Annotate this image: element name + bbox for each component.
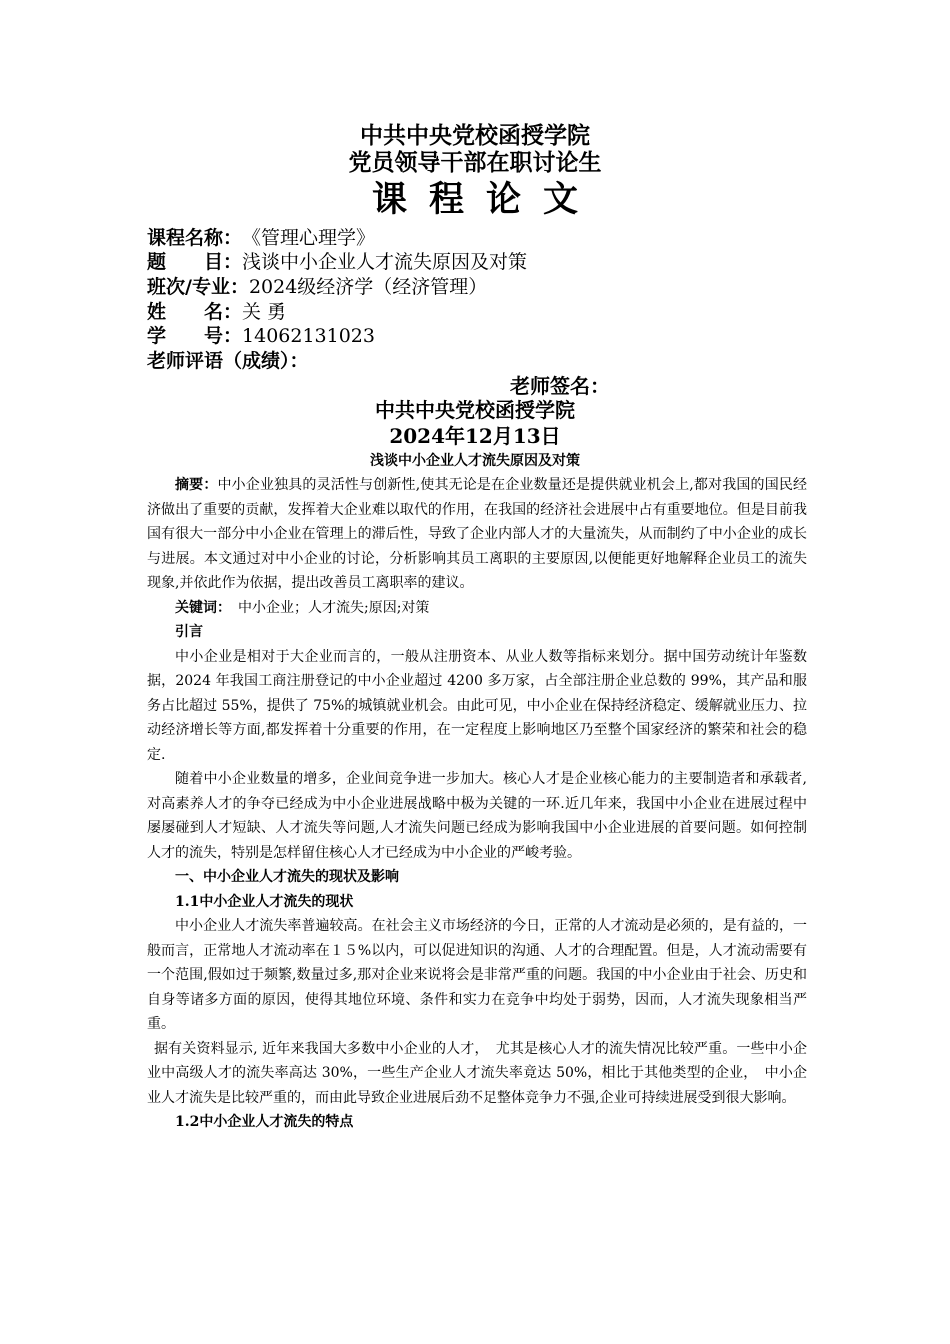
sign-date: 2024年12月13日: [389, 424, 561, 448]
section-1-1-paragraph-2: 据有关资料显示, 近年来我国大多数中小企业的人才， 尤其是核心人才的流失情况比较严重。一些中小企业中高级人才的流失率高达 30%，一些生产企业人才流失率竟达 50%，相比于其他类型的企业， 中小企业人才流失是比较严重的，而由此导致企业进展后劲不足整体竞争力不强,企业可持续进展受到很大影响。: [147, 1040, 807, 1106]
abstract-text: 中小企业独具的灵活性与创新性,使其无论是在企业数量还是提供就业机会上,都对我国的国民经济做出了重要的贡献，发挥着大企业难以取代的作用，在我国的经济社会进展中占有重要地位。但是目前我国有很大一部分中小企业在管理上的滞后性，导致了企业内部人才的大量流失，从而制约了中小企业的成长与进展。本文通过对中小企业的讨论，分析影响其员工离职的主要原因,以便能更好地解释企业员工的流失现象,并依此作为依据，提出改善员工离职率的建议。: [147, 477, 808, 591]
topic-label: 题 目：: [147, 251, 243, 273]
section-1-heading: 一、中小企业人才流失的现状及影响: [175, 869, 399, 885]
section-1-1-paragraph-1: 中小企业人才流失率普遍较高。在社会主义市场经济的今日，正常的人才流动是必须的，是有益的，一般而言，正常地人才流动率在１５%以内，可以促进知识的沟通、人才的合理配置。但是，人才流动需要有一个范围,假如过于频繁,数量过多,那对企业来说将会是非常严重的问题。我国的中小企业由于社会、历史和自身等诸多方面的原因，使得其地位环境、条件和实力在竞争中均处于弱势，因而，人才流失现象相当严重。: [147, 918, 807, 1032]
paper-body: [147, 473, 807, 1135]
topic-field: [147, 250, 527, 274]
student-id-field: [147, 324, 375, 348]
abstract-paragraph: [147, 473, 807, 596]
teacher-signature-label: 老师签名：: [510, 374, 610, 398]
name-value: 关 勇: [242, 301, 287, 323]
course-field: [147, 226, 375, 250]
name-label: 姓 名：: [147, 301, 243, 323]
section-1-1-heading: 1.1中小企业人才流失的现状: [175, 893, 354, 910]
student-id-label: 学 号：: [147, 325, 243, 347]
sign-school: 中共中央党校函授学院: [375, 398, 575, 422]
intro-heading: 引言: [175, 624, 203, 640]
section-1-2-heading: 1.2中小企业人才流失的特点: [175, 1114, 354, 1130]
course-label: 课程名称：: [147, 227, 243, 249]
class-field: [147, 275, 487, 299]
keywords-text: 中小企业；人才流失;原因;对策: [224, 599, 430, 616]
teacher-comment-label: 老师评语（成绩）：: [147, 350, 309, 372]
class-label: 班次/专业：: [147, 276, 249, 298]
class-value: 2024级经济学（经济管理）: [248, 276, 488, 298]
intro-paragraph-1: 中小企业是相对于大企业而言的，一般从注册资本、从业人数等指标来划分。据中国劳动统计年鉴数据，2024 年我国工商注册登记的中小企业超过 4200 多万家，占全部注册企业总数的 99%，其产品和服务占比超过 55%，提供了 75%的城镇就业机会。由此可见，中小企业在保持经济稳定、缓解就业压力、拉动经济增长等方面,都发挥着十分重要的作用，在一定程度上影响地区乃至整个国家经济的繁荣和社会的稳定.: [147, 648, 807, 763]
doc-type-title: 课程论文: [371, 179, 600, 220]
student-id-value: 14062131023: [242, 325, 375, 347]
keywords-paragraph: [147, 596, 807, 621]
keywords-label: 关键词：: [175, 599, 224, 616]
course-value: 《管理心理学》: [242, 227, 376, 249]
topic-value: 浅谈中小企业人才流失原因及对策: [242, 251, 528, 273]
school-title: 中共中央党校函授学院: [360, 122, 590, 149]
abstract-label: 摘要：: [175, 477, 218, 493]
name-field: [147, 300, 286, 324]
intro-paragraph-2: 随着中小企业数量的增多，企业间竞争进一步加大。核心人才是企业核心能力的主要制造者和承载者,对高素养人才的争夺已经成为中小企业进展战略中极为关键的一环.近几年来，我国中小企业在进展过程中屡屡碰到人才短缺、人才流失等问题,人才流失问题已经成为影响我国中小企业进展的首要问题。如何控制人才的流失，特别是怎样留住核心人才已经成为中小企业的严峻考验。: [147, 771, 807, 861]
program-title: 党员领导干部在职讨论生: [348, 149, 602, 176]
paper-title: 浅谈中小企业人才流失原因及对策: [370, 453, 580, 469]
